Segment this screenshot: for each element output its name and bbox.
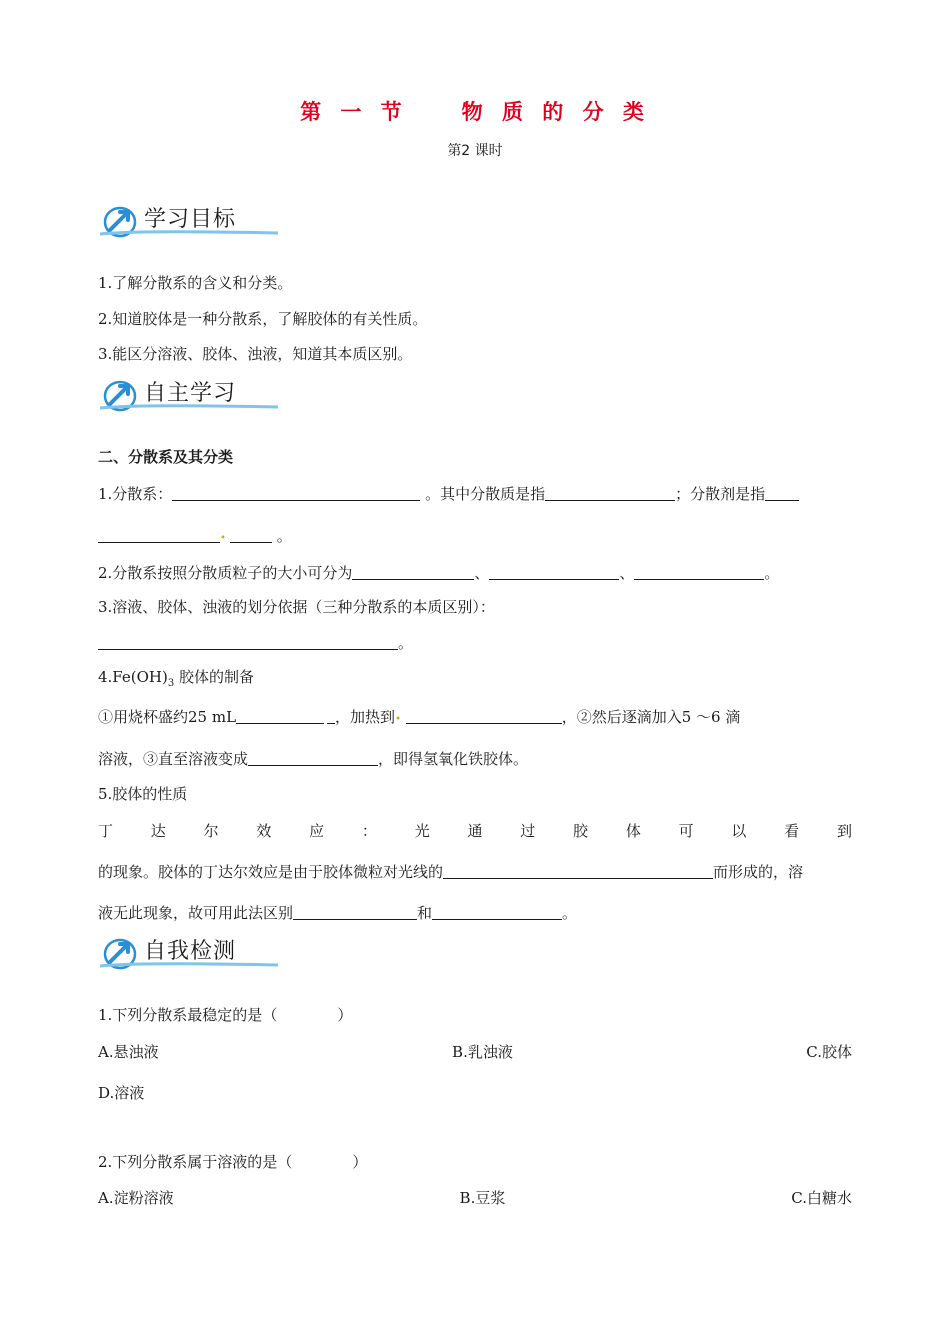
goal-item: 2.知道胶体是一种分散系，了解胶体的有关性质。 [98,310,428,328]
question-line: 2.分散系按照分散质粒子的大小可分为 、 、 。 [98,564,780,582]
fill-blank[interactable] [230,526,272,543]
question-line: ①用烧杯盛约25 mL ，加热到• ，②然后逐滴加入5 ～6 滴 [98,708,741,726]
goal-item: 3.能区分溶液、胶体、浊液，知道其本质区别。 [98,345,413,363]
test-question: 2.下列分散系属于溶液的是（ ） [98,1153,368,1171]
page-subtitle: 第2 课时 [447,143,503,159]
fill-blank[interactable] [293,903,417,920]
option[interactable]: C.白糖水 [791,1189,852,1207]
fill-blank[interactable] [545,484,675,501]
page-title: 第 一 节 物 质 的 分 类 [300,100,650,124]
option[interactable]: B.豆浆 [459,1189,506,1207]
test-options [98,1187,852,1209]
question-line: 的现象。胶体的丁达尔效应是由于胶体微粒对光线的 而形成的，溶 [98,863,804,881]
fill-blank[interactable] [432,903,562,920]
fill-blank[interactable] [172,484,420,501]
section-header-self-study [98,374,288,418]
fill-blank[interactable] [765,484,799,501]
subsection-heading: 二、分散系及其分类 [98,448,234,466]
question-line: 。 [98,632,413,654]
goal-item: 1.了解分散系的含义和分类。 [98,274,293,292]
option[interactable]: C.胶体 [806,1043,852,1061]
fill-blank[interactable] [327,707,335,724]
fill-blank[interactable] [443,862,713,879]
fill-blank[interactable] [634,563,764,580]
question-line: $4.Fe(OH)_3$ 胶体的制备 [98,668,255,689]
section-title: 自我检测 [144,939,237,964]
option[interactable]: B.乳浊液 [452,1043,513,1061]
test-options [98,1041,852,1063]
fill-blank[interactable] [236,707,324,724]
spread-text-line: 丁 达 尔 效 应 ： 光 通 过 胶 体 可 以 看 到 [98,822,852,840]
fill-blank[interactable] [406,707,562,724]
fill-blank[interactable] [248,749,378,766]
question-line: 1.分散系： 。其中分散质是指 ；分散剂是指 [98,483,799,505]
question-line: 3.溶液、胶体、浊液的划分依据（三种分散系的本质区别）： [98,598,495,616]
section-header-goals [98,200,288,244]
fill-blank[interactable] [98,633,398,650]
section-title: 学习目标 [144,207,237,232]
test-question: 1.下列分散系最稳定的是（ ） [98,1006,353,1024]
question-line: • 。 [98,525,292,550]
question-line: 5.胶体的性质 [98,785,188,803]
fill-blank[interactable] [489,563,619,580]
option[interactable]: A.淀粉溶液 [98,1189,174,1207]
question-line: 液无此现象，故可用此法区别 和 。 [98,904,578,922]
option[interactable]: D.溶液 [98,1084,145,1102]
question-line: 溶液，③直至溶液变成 ，即得氢氧化铁胶体。 [98,750,529,768]
fill-blank[interactable] [352,563,474,580]
section-title: 自主学习 [144,381,237,406]
section-header-self-test [98,932,288,976]
option[interactable]: A.悬浊液 [98,1043,159,1061]
fill-blank[interactable] [98,526,220,543]
